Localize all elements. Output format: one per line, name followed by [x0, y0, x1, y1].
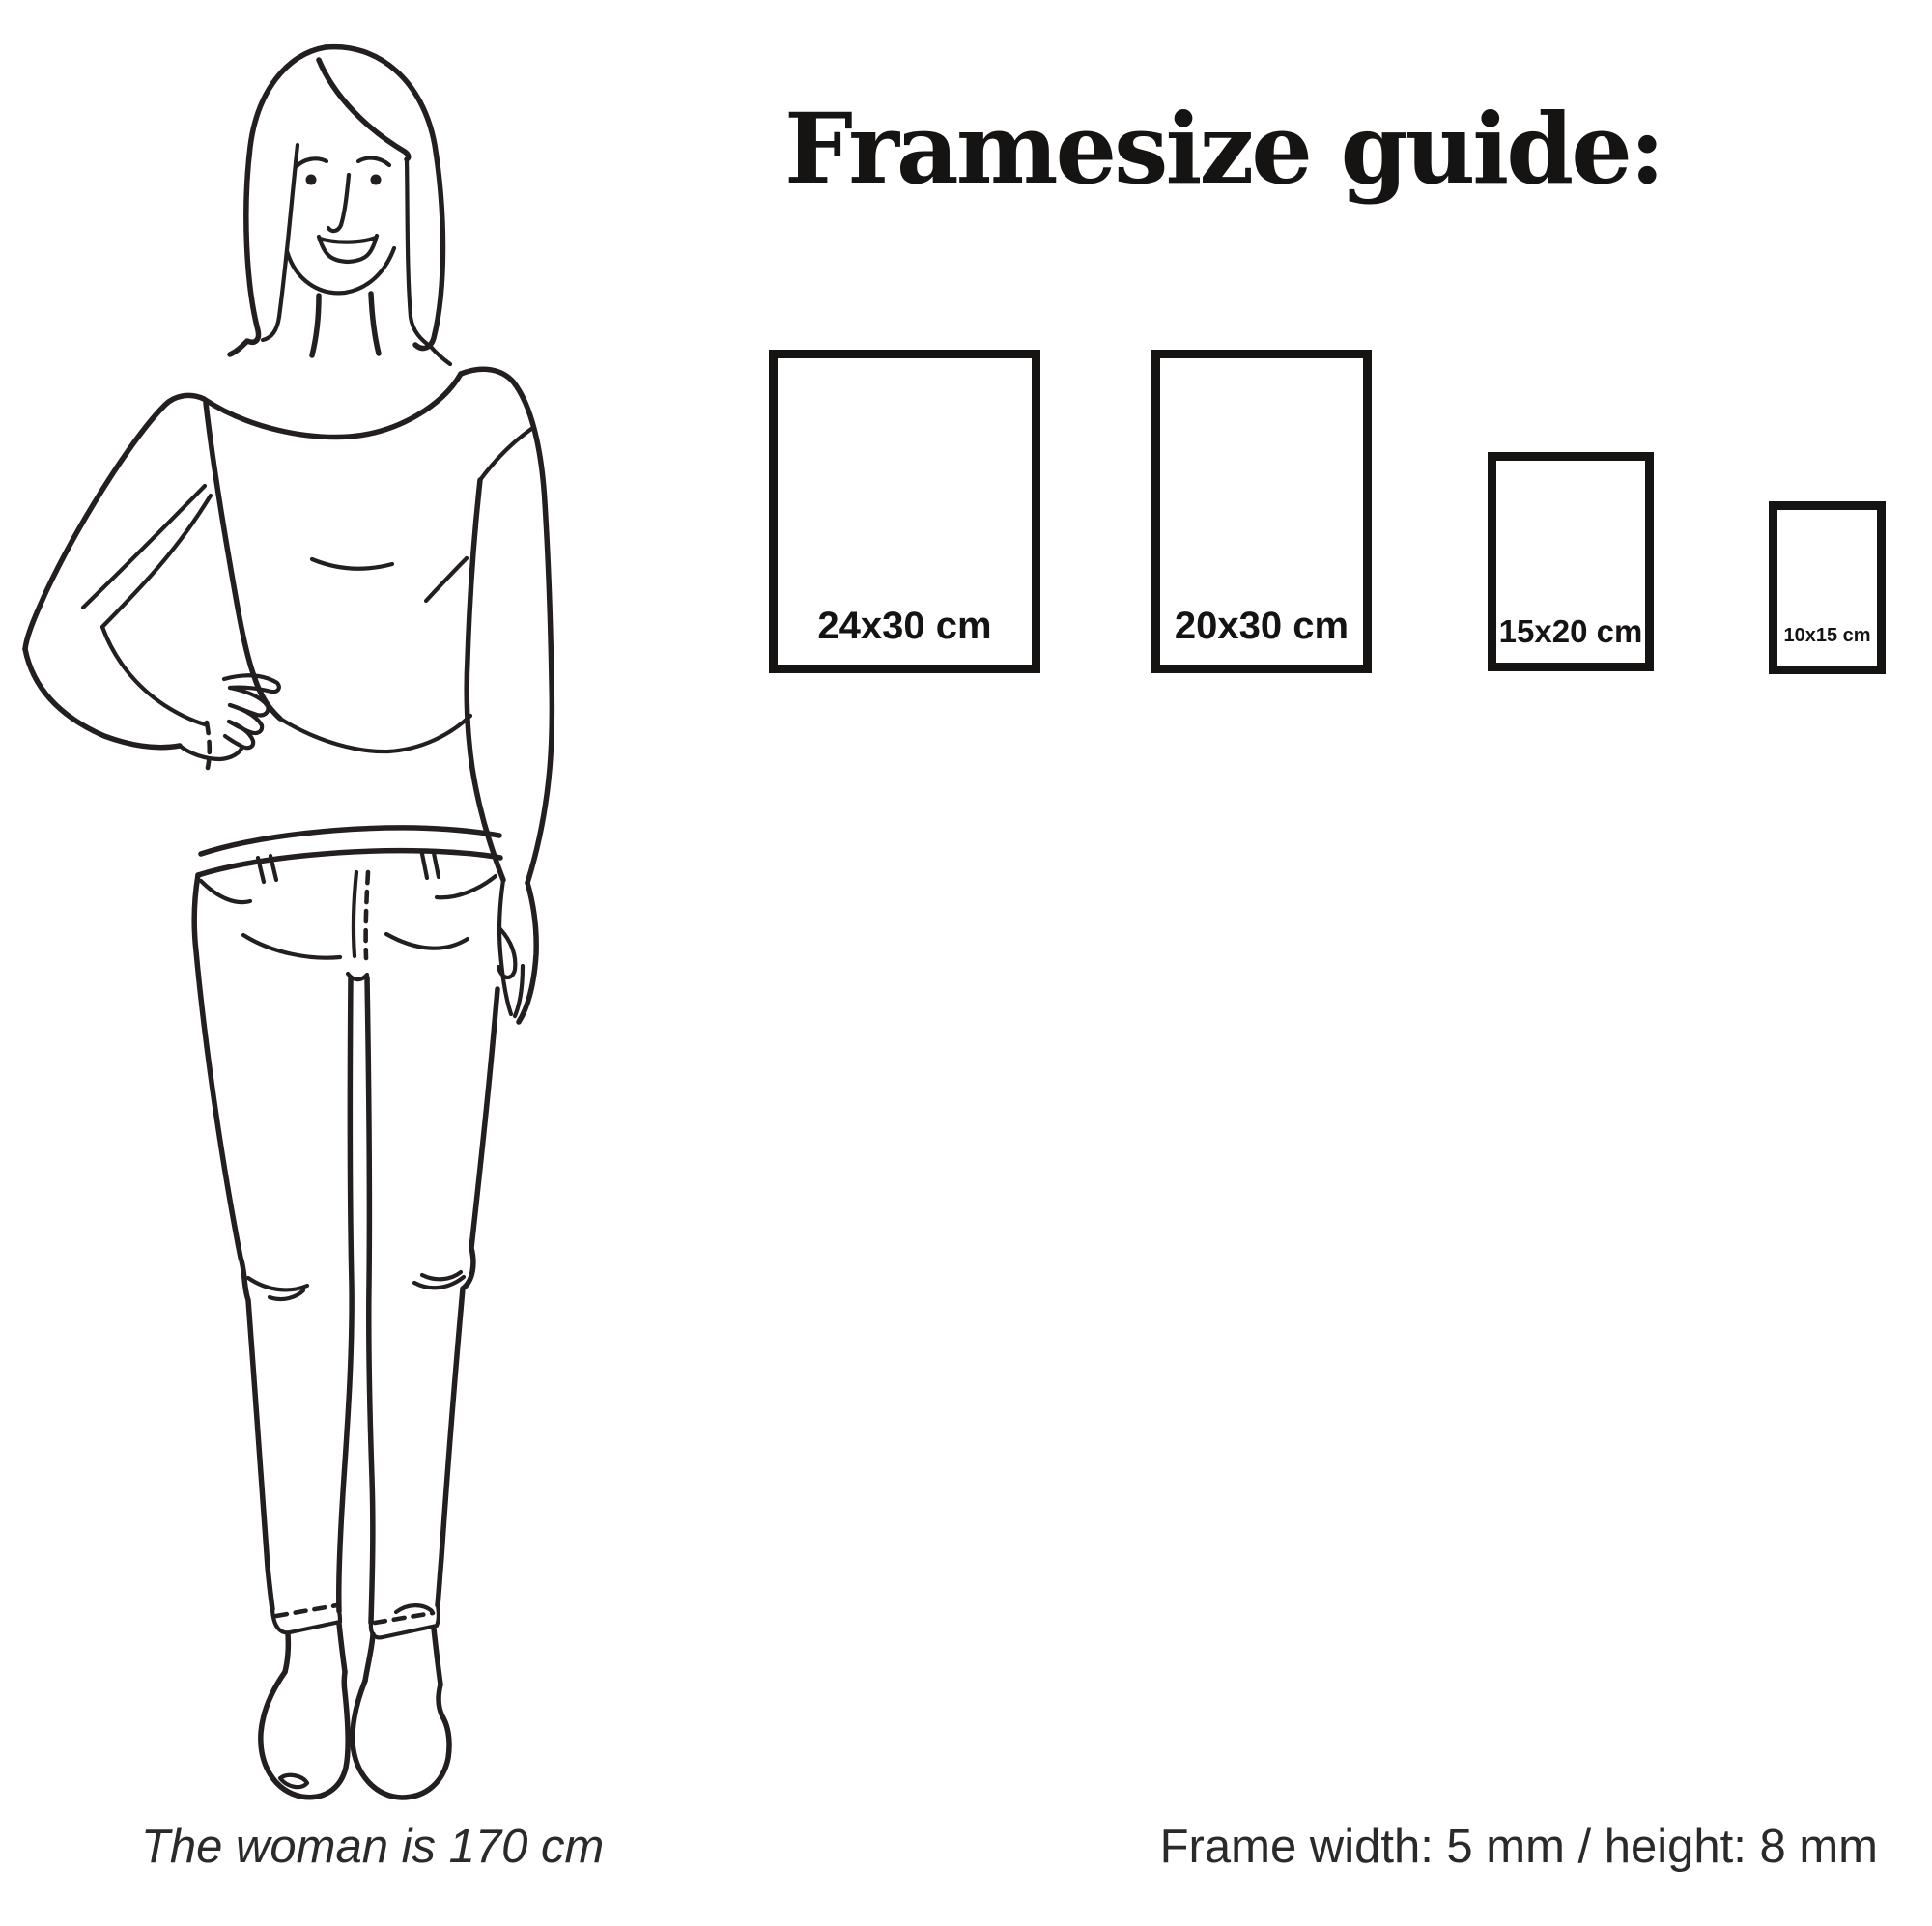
woman-height-caption: The woman is 170 cm — [141, 1821, 605, 1873]
frame-15x20-label: 15x20 cm — [1498, 613, 1643, 649]
page-title: Framesize guide: — [784, 92, 1662, 206]
jeans — [194, 828, 500, 1638]
frame-24x30 — [769, 350, 1040, 673]
woman-line-drawing-icon — [0, 0, 638, 1835]
frame-15x20 — [1488, 452, 1654, 671]
hair — [230, 47, 450, 364]
face — [287, 158, 394, 294]
frame-10x15-label: 10x15 cm — [1783, 625, 1871, 646]
frame-20x30-label: 20x30 cm — [1174, 605, 1350, 647]
ankles — [285, 1624, 440, 1685]
left-arm-hand-on-hip — [25, 627, 279, 768]
right-arm-hand — [498, 880, 536, 1022]
frame-dimensions-caption: Frame width: 5 mm / height: 8 mm — [1159, 1821, 1878, 1873]
neck — [312, 294, 379, 355]
frame-24x30-label: 24x30 cm — [817, 605, 992, 647]
frame-10x15 — [1769, 501, 1886, 674]
ballet-flats — [261, 1672, 449, 1798]
frame-20x30 — [1151, 350, 1372, 673]
